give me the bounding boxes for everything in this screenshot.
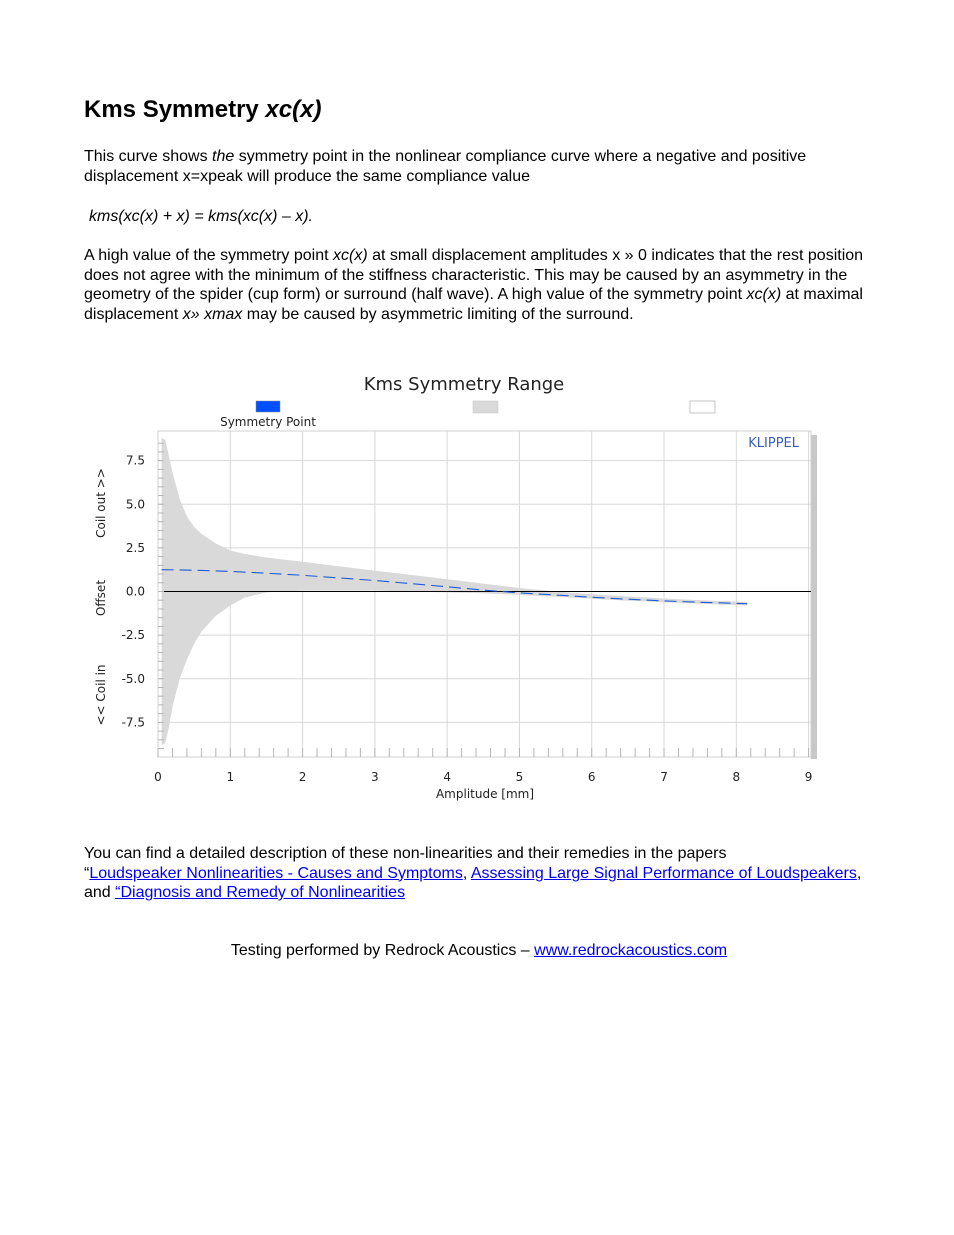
legend-swatch-symmetry-point	[256, 401, 280, 412]
y-tick-label: -5.0	[121, 671, 145, 686]
y-tick-label: 5.0	[125, 497, 145, 512]
references-paragraph	[84, 844, 874, 903]
y-tick-labels	[122, 454, 145, 730]
x-tick-label: 2	[298, 770, 307, 784]
legend-label-symmetry-point: Symmetry Point	[220, 415, 316, 429]
page-title-symbol: xc(x)	[265, 96, 322, 123]
x-tick-label: 7	[660, 770, 668, 784]
x-tick-label: 0	[154, 770, 162, 784]
x-tick-label: 3	[371, 770, 379, 784]
explanation-text-1: A high value of the symmetry point	[84, 247, 334, 264]
legend-swatch-range	[473, 401, 498, 413]
explanation-emphasis-3: x» xmax	[182, 305, 243, 323]
link-redrock-website[interactable]: www.redrockacoustics.com	[534, 942, 728, 959]
x-tick-labels	[154, 770, 812, 784]
y-axis-label-coil-in: << Coil in	[94, 664, 108, 726]
chart-legend	[220, 401, 715, 429]
page-title	[84, 96, 321, 124]
y-tick-label: 7.5	[125, 453, 145, 468]
y-tick-label: 2.5	[125, 540, 145, 555]
link-diagnosis-remedy[interactable]: “Diagnosis and Remedy of Nonlinearities	[115, 884, 406, 901]
x-tick-label: 8	[732, 770, 741, 784]
references-separator-1: ,	[462, 864, 471, 882]
y-tick-label: -2.5	[121, 628, 145, 643]
explanation-text-2: at small displacement amplitudes x » 0 indicates that the rest position does not agree with the minimum of the stiffness characteristic. This may be caused by an asymmetry in the geometry of the spider (cup form) or surround (half wave). A high value of the symmetry point	[84, 247, 864, 303]
x-tick-label: 9	[804, 770, 813, 784]
references-intro: You can find a detailed description of these non-linearities and their remedies in the papers	[84, 845, 727, 862]
link-assessing-large-signal[interactable]: Assessing Large Signal Performance of Loudspeakers	[470, 864, 857, 882]
references-separator-2: , and	[84, 864, 862, 901]
intro-paragraph	[84, 147, 874, 186]
explanation-paragraph	[84, 246, 874, 324]
plot-shadow-right	[811, 435, 817, 759]
x-tick-label: 6	[587, 770, 596, 784]
kms-symmetry-chart	[84, 362, 824, 807]
y-tick-label: -7.5	[121, 715, 145, 730]
explanation-text-3: at maximal displacement	[84, 286, 863, 323]
references-quote: “	[84, 864, 90, 882]
footer	[84, 941, 874, 961]
explanation-emphasis-2: xc(x)	[746, 286, 782, 303]
x-tick-label: 1	[226, 770, 235, 784]
x-axis-label: Amplitude [mm]	[435, 787, 535, 801]
intro-text-1: This curve shows	[84, 148, 213, 165]
chart-title: Kms Symmetry Range	[363, 374, 565, 395]
explanation-emphasis-1: xc(x)	[333, 247, 368, 264]
klippel-watermark: KLIPPEL	[748, 436, 799, 451]
link-loudspeaker-nonlinearities[interactable]: Loudspeaker Nonlinearities - Causes and Symptoms	[89, 864, 463, 882]
footer-text: Testing performed by Redrock Acoustics –	[230, 942, 535, 959]
y-tick-label: 0.0	[125, 584, 145, 599]
y-axis-label-offset: Offset	[94, 579, 108, 617]
intro-text-2: symmetry point in the nonlinear compliance curve where a negative and positive displacement x=xpeak will produce the same compliance value	[84, 148, 807, 185]
explanation-text-4: may be caused by asymmetric limiting of the surround.	[242, 305, 634, 323]
y-axis-label-coil-out: Coil out >>	[94, 468, 108, 538]
formula: kms(xc(x) + x) = kms(xc(x) – x).	[89, 208, 313, 225]
x-tick-label: 4	[443, 770, 451, 784]
legend-swatch-blank	[690, 401, 715, 413]
x-tick-label: 5	[515, 770, 524, 784]
intro-emphasis: the	[212, 148, 235, 165]
page-title-text: Kms Symmetry	[84, 96, 266, 123]
